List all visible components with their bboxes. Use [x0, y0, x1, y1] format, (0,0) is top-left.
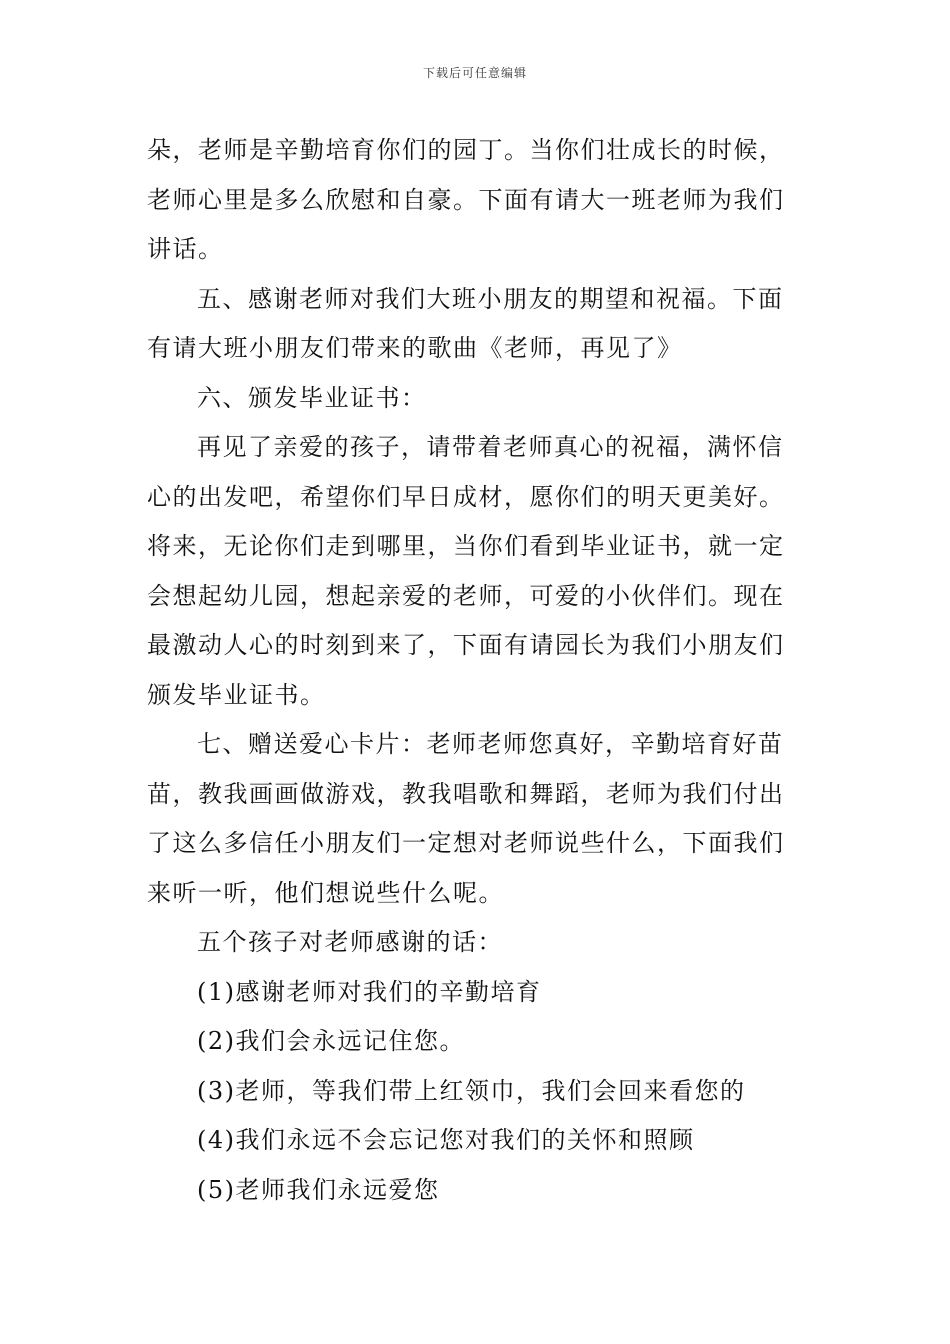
text-line: 五、感谢老师对我们大班小朋友的期望和祝福。下面 — [197, 284, 784, 313]
text-line: (2)我们会永远记住您。 — [197, 1027, 465, 1055]
text-line: 六、颁发毕业证书： — [197, 383, 427, 412]
text-line: 心的出发吧，希望你们早日成材，愿你们的明天更美好。 — [147, 482, 785, 511]
text-line: 老师心里是多么欣慰和自豪。下面有请大一班老师为我们 — [147, 185, 785, 214]
text-line: 朵，老师是辛勤培育你们的园丁。当你们壮成长的时候， — [147, 136, 785, 164]
text-line: 会想起幼儿园，想起亲爱的老师，可爱的小伙伴们。现在 — [147, 581, 785, 610]
text-line: 来听一听，他们想说些什么呢。 — [147, 878, 504, 907]
text-line: 最激动人心的时刻到来了，下面有请园长为我们小朋友们 — [147, 631, 785, 659]
text-line: 再见了亲爱的孩子，请带着老师真心的祝福，满怀信 — [197, 433, 784, 461]
text-line: (3)老师，等我们带上红领巾，我们会回来看您的 — [197, 1076, 746, 1105]
text-line: 颁发毕业证书。 — [147, 680, 326, 709]
text-line: (1)感谢老师对我们的辛勤培育 — [197, 977, 542, 1006]
text-line: 有请大班小朋友们带来的歌曲《老师，再见了》 — [147, 334, 683, 362]
text-line: (4)我们永远不会忘记您对我们的关怀和照顾 — [197, 1126, 695, 1154]
text-line: 讲话。 — [147, 235, 224, 263]
text-line: 七、赠送爱心卡片：老师老师您真好，辛勤培育好苗 — [197, 730, 784, 758]
text-line: 将来，无论你们走到哪里，当你们看到毕业证书，就一定 — [147, 532, 785, 560]
text-line: (5)老师我们永远爱您 — [197, 1175, 440, 1204]
text-line: 了这么多信任小朋友们一定想对老师说些什么，下面我们 — [147, 829, 785, 857]
text-line: 苗，教我画画做游戏，教我唱歌和舞蹈，老师为我们付出 — [147, 779, 785, 808]
text-line: 五个孩子对老师感谢的话： — [197, 928, 503, 956]
page-header: 下载后可任意编辑 — [422, 66, 527, 80]
document-body — [147, 126, 807, 1215]
